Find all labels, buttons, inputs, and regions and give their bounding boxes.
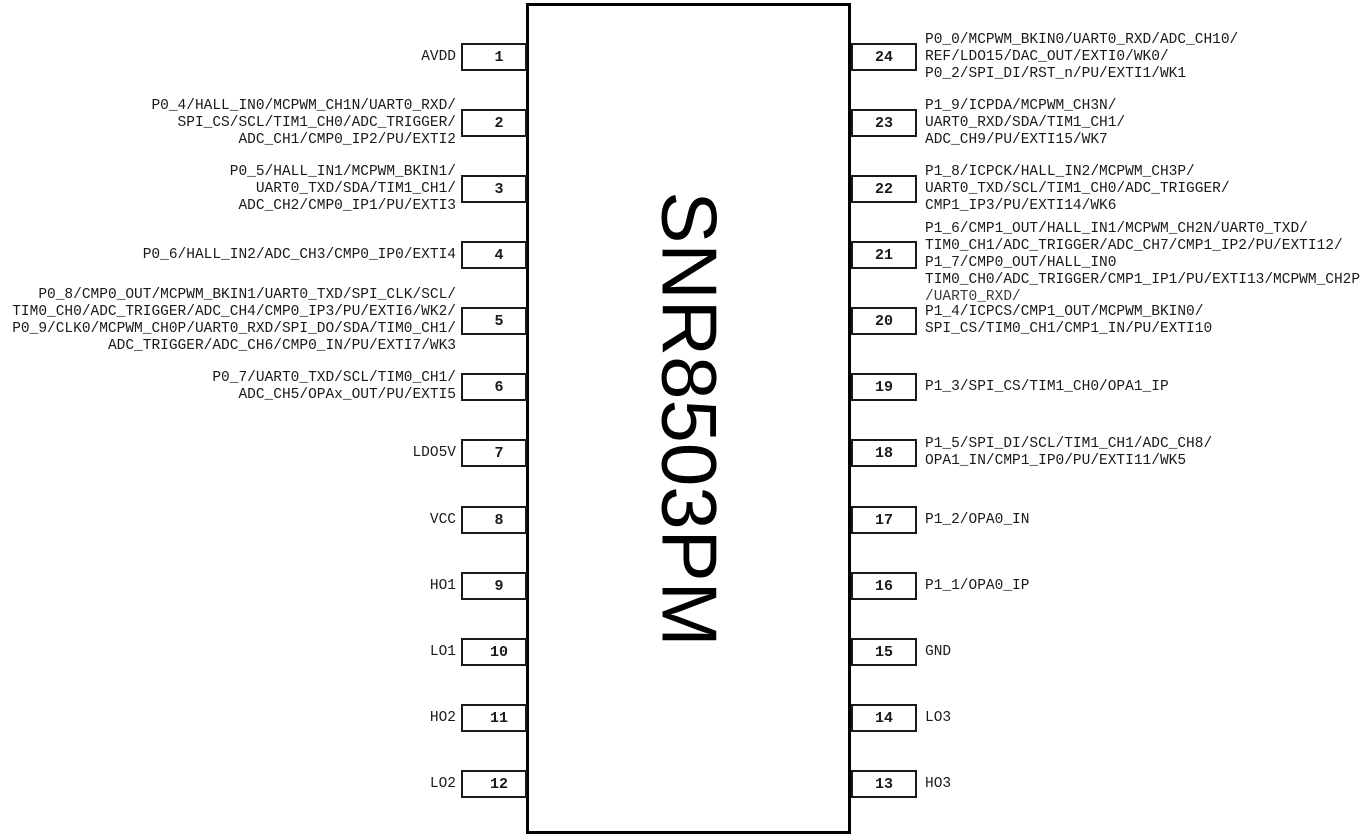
pin-label-line: HO2 bbox=[429, 709, 456, 726]
pin-label-line: LO2 bbox=[429, 775, 456, 792]
pin-number: 6 bbox=[494, 378, 504, 396]
pin-label bbox=[0, 247, 456, 264]
pin-box bbox=[461, 572, 527, 600]
pin-label bbox=[925, 304, 1359, 338]
pin-label bbox=[0, 164, 456, 215]
pin-box bbox=[851, 241, 917, 269]
pin-box bbox=[851, 307, 917, 335]
pin-label-line: P1_4/ICPCS/CMP1_OUT/MCPWM_BKIN0/ bbox=[925, 304, 1204, 320]
pin-number: 19 bbox=[874, 378, 893, 396]
pin-label-line: P1_7/CMP0_OUT/HALL_IN0 bbox=[925, 255, 1117, 271]
pin-label-line: SPI_CS/TIM0_CH1/CMP1_IN/PU/EXTI10 bbox=[925, 321, 1213, 337]
chip-body bbox=[526, 3, 851, 834]
pin-number: 10 bbox=[489, 643, 508, 661]
pin-label bbox=[925, 379, 1359, 396]
pin-label-line: P1_5/SPI_DI/SCL/TIM1_CH1/ADC_CH8/ bbox=[925, 436, 1213, 452]
pin-label-line: ADC_TRIGGER/ADC_CH6/CMP0_IN/PU/EXTI7/WK3 bbox=[107, 338, 456, 354]
pin-box bbox=[851, 704, 917, 732]
pin-label-line: TIM0_CH0/ADC_TRIGGER/ADC_CH4/CMP0_IP3/PU/EXTI6/WK2/ bbox=[12, 304, 456, 320]
pin-label-line: REF/LDO15/DAC_OUT/EXTI0/WK0/ bbox=[925, 48, 1169, 65]
pin-number: 22 bbox=[874, 180, 893, 198]
pin-number: 2 bbox=[494, 114, 504, 132]
pin-box bbox=[851, 770, 917, 798]
pin-label-line: P1_2/OPA0_IN bbox=[925, 511, 1030, 528]
pin-label-line-clipped: /UART0_RXD/ bbox=[925, 289, 1021, 305]
pin-number: 8 bbox=[494, 511, 504, 529]
pin-label-line: P0_2/SPI_DI/RST_n/PU/EXTI1/WK1 bbox=[925, 65, 1187, 82]
pin-label-line: P1_9/ICPDA/MCPWM_CH3N/ bbox=[925, 97, 1117, 114]
pin-label bbox=[0, 98, 456, 149]
pin-label-line: TIM0_CH0/ADC_TRIGGER/CMP1_IP1/PU/EXTI13/MCPWM_CH2P bbox=[925, 272, 1360, 288]
pin-number: 15 bbox=[874, 643, 893, 661]
pin-label-line: P0_4/HALL_IN0/MCPWM_CH1N/UART0_RXD/ bbox=[151, 97, 456, 114]
pin-label-line: LDO5V bbox=[412, 444, 456, 461]
pin-number: 1 bbox=[494, 48, 504, 66]
pin-label bbox=[0, 49, 456, 66]
pin-label-line: P0_7/UART0_TXD/SCL/TIM0_CH1/ bbox=[212, 370, 456, 386]
pin-number: 4 bbox=[494, 246, 504, 264]
pin-number: 18 bbox=[874, 444, 893, 462]
pin-label-line: P0_0/MCPWM_BKIN0/UART0_RXD/ADC_CH10/ bbox=[925, 31, 1239, 48]
pin-label bbox=[925, 32, 1359, 83]
pin-number: 20 bbox=[874, 312, 893, 330]
pin-label-line: P0_9/CLK0/MCPWM_CH0P/UART0_RXD/SPI_DO/SDA/TIM0_CH1/ bbox=[12, 321, 456, 337]
pin-label-line: HO3 bbox=[925, 775, 952, 792]
pin-label bbox=[925, 164, 1359, 215]
pin-label bbox=[925, 98, 1359, 149]
pin-number: 3 bbox=[494, 180, 504, 198]
pin-number: 5 bbox=[494, 312, 504, 330]
pin-label bbox=[925, 578, 1359, 595]
pin-box bbox=[461, 704, 527, 732]
pin-label-line: AVDD bbox=[421, 48, 456, 65]
pin-box bbox=[461, 109, 527, 137]
pin-number: 17 bbox=[874, 511, 893, 529]
pin-label-line: ADC_CH9/PU/EXTI15/WK7 bbox=[925, 131, 1108, 148]
pin-label-line: LO3 bbox=[925, 709, 952, 726]
pin-number: 12 bbox=[489, 775, 508, 793]
pin-number: 14 bbox=[874, 709, 893, 727]
pin-box bbox=[461, 175, 527, 203]
pin-box bbox=[851, 572, 917, 600]
pin-box bbox=[461, 506, 527, 534]
pin-label-line: P0_6/HALL_IN2/ADC_CH3/CMP0_IP0/EXTI4 bbox=[142, 246, 456, 263]
chip-title: SNR8503PM bbox=[645, 190, 733, 647]
pin-label bbox=[925, 710, 1359, 727]
pin-number: 11 bbox=[489, 709, 508, 727]
pin-box bbox=[851, 373, 917, 401]
pin-label-line: SPI_CS/SCL/TIM1_CH0/ADC_TRIGGER/ bbox=[177, 114, 456, 131]
pin-box bbox=[851, 638, 917, 666]
pin-label-line: ADC_CH1/CMP0_IP2/PU/EXTI2 bbox=[238, 131, 456, 148]
pin-box bbox=[461, 241, 527, 269]
pin-label bbox=[925, 776, 1359, 793]
pin-label-line: P0_8/CMP0_OUT/MCPWM_BKIN1/UART0_TXD/SPI_CLK/SCL/ bbox=[38, 287, 456, 303]
pin-label-line: P1_6/CMP1_OUT/HALL_IN1/MCPWM_CH2N/UART0_TXD/ bbox=[925, 221, 1308, 237]
pin-label bbox=[0, 445, 456, 462]
pin-label-line: P1_8/ICPCK/HALL_IN2/MCPWM_CH3P/ bbox=[925, 163, 1195, 180]
pin-number: 24 bbox=[874, 48, 893, 66]
pin-label-line: P0_5/HALL_IN1/MCPWM_BKIN1/ bbox=[229, 163, 456, 180]
pin-label-line: P1_3/SPI_CS/TIM1_CH0/OPA1_IP bbox=[925, 378, 1169, 395]
pin-label-line: GND bbox=[925, 643, 952, 660]
pin-label-line: CMP1_IP3/PU/EXTI14/WK6 bbox=[925, 197, 1117, 214]
pin-label bbox=[0, 370, 456, 404]
pin-box bbox=[851, 175, 917, 203]
pin-box bbox=[851, 439, 917, 467]
pin-number: 13 bbox=[874, 775, 893, 793]
pin-label bbox=[925, 512, 1359, 529]
pin-number: 23 bbox=[874, 114, 893, 132]
pin-label bbox=[0, 287, 456, 355]
pin-number: 9 bbox=[494, 577, 504, 595]
pin-label bbox=[925, 436, 1359, 470]
pin-label bbox=[0, 710, 456, 727]
pin-label-line: ADC_CH2/CMP0_IP1/PU/EXTI3 bbox=[238, 197, 456, 214]
pin-label bbox=[0, 578, 456, 595]
pin-label bbox=[0, 512, 456, 529]
pin-label-line: OPA1_IN/CMP1_IP0/PU/EXTI11/WK5 bbox=[925, 453, 1187, 469]
pin-box bbox=[461, 638, 527, 666]
pin-label-line: VCC bbox=[429, 511, 456, 528]
pin-label-line: UART0_TXD/SDA/TIM1_CH1/ bbox=[255, 180, 456, 197]
pin-label-line: HO1 bbox=[429, 577, 456, 594]
pin-label-line: UART0_RXD/SDA/TIM1_CH1/ bbox=[925, 114, 1126, 131]
pin-number: 16 bbox=[874, 577, 893, 595]
pin-number: 7 bbox=[494, 444, 504, 462]
pin-number: 21 bbox=[874, 246, 893, 264]
pin-box bbox=[461, 307, 527, 335]
pin-label-line: LO1 bbox=[429, 643, 456, 660]
pin-label bbox=[0, 776, 456, 793]
pin-box bbox=[461, 43, 527, 71]
pin-box bbox=[461, 373, 527, 401]
pin-box bbox=[851, 506, 917, 534]
pin-label-line: P1_1/OPA0_IP bbox=[925, 577, 1030, 594]
pin-label-line: TIM0_CH1/ADC_TRIGGER/ADC_CH7/CMP1_IP2/PU/EXTI12/ bbox=[925, 238, 1343, 254]
pin-box bbox=[461, 770, 527, 798]
pin-label bbox=[0, 644, 456, 661]
pin-box bbox=[851, 109, 917, 137]
pin-label bbox=[925, 644, 1359, 661]
pin-box bbox=[851, 43, 917, 71]
pin-box bbox=[461, 439, 527, 467]
pin-label-line: UART0_TXD/SCL/TIM1_CH0/ADC_TRIGGER/ bbox=[925, 180, 1230, 197]
pin-label-line: ADC_CH5/OPAx_OUT/PU/EXTI5 bbox=[238, 387, 456, 403]
pin-label bbox=[925, 221, 1360, 305]
